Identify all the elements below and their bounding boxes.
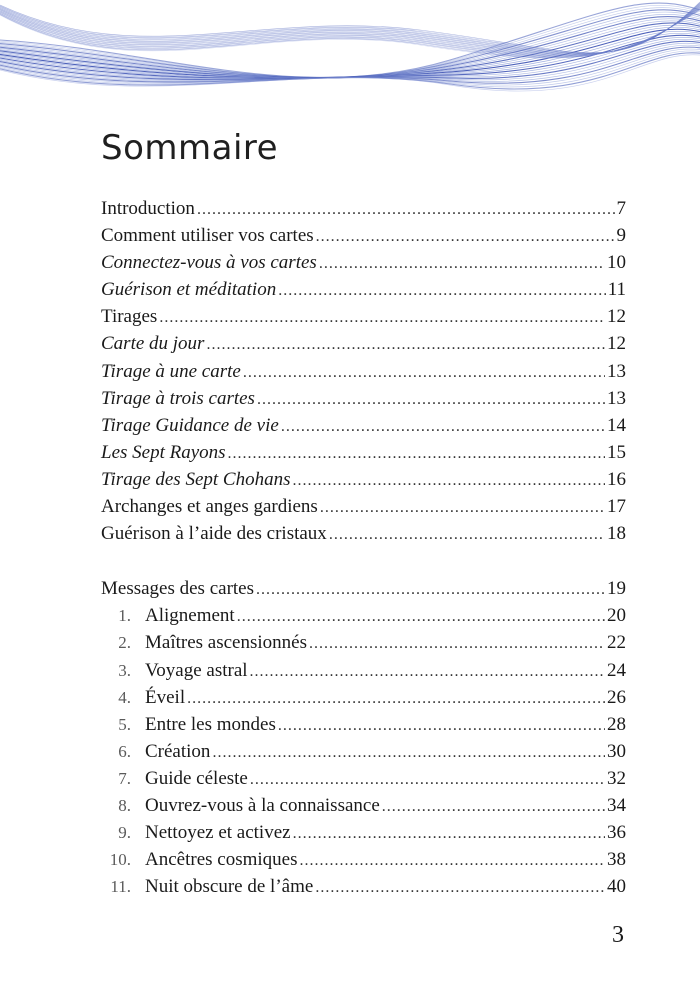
toc-entry[interactable]	[101, 276, 626, 303]
toc-card-entry[interactable]	[101, 819, 626, 846]
leader-dots	[237, 603, 605, 630]
toc-entry-label: Ancêtres cosmiques	[145, 849, 298, 871]
toc-entry[interactable]	[101, 520, 626, 547]
toc-entry[interactable]	[101, 195, 626, 222]
toc-entry-label: Tirage à une carte	[101, 360, 241, 382]
toc-entry-page: 17	[607, 496, 626, 518]
toc-entry-page: 13	[607, 387, 626, 409]
leader-dots	[206, 331, 605, 358]
leader-dots	[243, 359, 605, 386]
leader-dots	[250, 658, 605, 685]
toc-entry-label: Tirage Guidance de vie	[101, 414, 279, 436]
toc-entry-page: 18	[607, 523, 626, 545]
toc-entry[interactable]	[101, 222, 626, 249]
leader-dots	[257, 386, 605, 413]
toc-entry-page: 38	[607, 849, 626, 871]
toc-entry-page: 9	[616, 225, 626, 247]
toc-card-entry[interactable]	[101, 657, 626, 684]
toc-entry-page: 12	[607, 306, 626, 328]
card-number: 5.	[118, 714, 131, 734]
leader-dots	[256, 576, 605, 603]
leader-dots	[293, 820, 605, 847]
toc-entry-label: Guide céleste	[145, 767, 248, 789]
toc-entry[interactable]	[101, 249, 626, 276]
toc-entry-label: Archanges et anges gardiens	[101, 496, 318, 518]
toc-entry-page: 11	[607, 279, 626, 301]
toc-card-entry[interactable]	[101, 602, 626, 629]
toc-card-entry[interactable]	[101, 629, 626, 656]
card-number: 8.	[118, 795, 131, 815]
toc-entry-page: 24	[607, 659, 626, 681]
leader-dots	[228, 440, 605, 467]
toc-entry-page: 40	[607, 876, 626, 898]
toc-entry[interactable]	[101, 439, 626, 466]
toc-entry-label: Tirages	[101, 306, 158, 328]
toc-entry-page: 13	[607, 360, 626, 382]
toc-entry-page: 16	[607, 468, 626, 490]
toc-entry[interactable]	[101, 385, 626, 412]
leader-dots	[278, 712, 605, 739]
card-number: 1.	[118, 606, 131, 626]
toc-entry-label: Comment utiliser vos cartes	[101, 225, 314, 247]
leader-dots	[187, 685, 605, 712]
toc-card-entry[interactable]	[101, 792, 626, 819]
toc-entry-label: Nuit obscure de l’âme	[145, 876, 314, 898]
leader-dots	[329, 521, 605, 548]
toc-entry-label: Création	[145, 740, 211, 762]
wave-line	[0, 8, 700, 78]
toc-card-entry[interactable]	[101, 738, 626, 765]
toc-entry-label: Introduction	[101, 198, 195, 219]
leader-dots	[315, 874, 605, 901]
card-number: 11.	[110, 877, 131, 897]
toc-section-messages[interactable]	[101, 575, 626, 602]
wave-line	[0, 37, 700, 78]
toc-entry-label: Alignement	[145, 605, 235, 627]
toc-entry[interactable]	[101, 330, 626, 357]
toc-card-entry[interactable]	[101, 765, 626, 792]
toc-entry[interactable]	[101, 303, 626, 330]
card-number: 10.	[109, 850, 131, 870]
toc-entry-page: 30	[607, 740, 626, 762]
toc-entry-page: 32	[607, 767, 626, 789]
toc-entry-label: Ouvrez-vous à la connaissance	[145, 794, 380, 816]
toc-entry-label: Carte du jour	[101, 333, 205, 355]
toc-entry-page: 15	[607, 441, 626, 463]
toc-entry-page: 26	[607, 686, 626, 708]
toc-entry-label: Les Sept Rayons	[101, 441, 226, 463]
leader-dots	[212, 739, 605, 766]
card-number: 9.	[118, 823, 131, 843]
toc-entry[interactable]	[101, 493, 626, 520]
toc-card-entry[interactable]	[101, 846, 626, 873]
leader-dots	[316, 223, 615, 250]
toc-entry-label: Tirage des Sept Chohans	[101, 468, 291, 490]
leader-dots	[159, 304, 605, 331]
toc-entry-page: 20	[607, 605, 626, 627]
card-number: 2.	[118, 633, 131, 653]
toc-entry[interactable]	[101, 412, 626, 439]
page-number: 3	[612, 922, 624, 948]
toc-entry-page: 28	[607, 713, 626, 735]
leader-dots	[320, 494, 605, 521]
leader-dots	[382, 793, 605, 820]
toc-entry-page: 22	[607, 632, 626, 654]
toc-entry-page: 7	[616, 198, 626, 219]
toc-card-entry[interactable]	[101, 873, 626, 900]
toc-entry[interactable]	[101, 358, 626, 385]
card-number: 6.	[118, 741, 131, 761]
toc-entry-page: 19	[607, 578, 626, 600]
toc-entry-label: Connectez-vous à vos cartes	[101, 252, 317, 274]
toc-entry-page: 36	[607, 822, 626, 844]
toc-card-entry[interactable]	[101, 684, 626, 711]
leader-dots	[281, 413, 605, 440]
table-of-contents	[101, 195, 626, 900]
page-title: Sommaire	[101, 128, 279, 168]
leader-dots	[292, 467, 605, 494]
toc-entry-label: Guérison et méditation	[101, 279, 277, 301]
toc-entry-page: 10	[607, 252, 626, 274]
toc-entry-page: 14	[607, 414, 626, 436]
card-number: 7.	[118, 768, 131, 788]
leader-dots	[319, 250, 605, 277]
toc-card-entry[interactable]	[101, 711, 626, 738]
card-number: 3.	[118, 660, 131, 680]
toc-entry-label: Tirage à trois cartes	[101, 387, 255, 409]
toc-entry-label: Éveil	[145, 686, 186, 708]
toc-entry-label: Maîtres ascensionnés	[145, 632, 307, 654]
leader-dots	[278, 277, 606, 304]
toc-entry-page: 34	[607, 794, 626, 816]
decorative-wave-header	[0, 0, 700, 110]
toc-entry-label: Guérison à l’aide des cristaux	[101, 523, 327, 545]
card-number: 4.	[118, 687, 131, 707]
toc-entry-label: Entre les mondes	[145, 713, 276, 735]
toc-entry[interactable]	[101, 466, 626, 493]
toc-entry-label: Nettoyez et activez	[145, 822, 291, 844]
leader-dots	[309, 630, 605, 657]
leader-dots	[197, 196, 615, 223]
toc-entry-label: Messages des cartes	[101, 578, 255, 600]
toc-entry-page: 12	[607, 333, 626, 355]
toc-entry-label: Voyage astral	[145, 659, 248, 681]
leader-dots	[299, 847, 605, 874]
leader-dots	[250, 766, 605, 793]
